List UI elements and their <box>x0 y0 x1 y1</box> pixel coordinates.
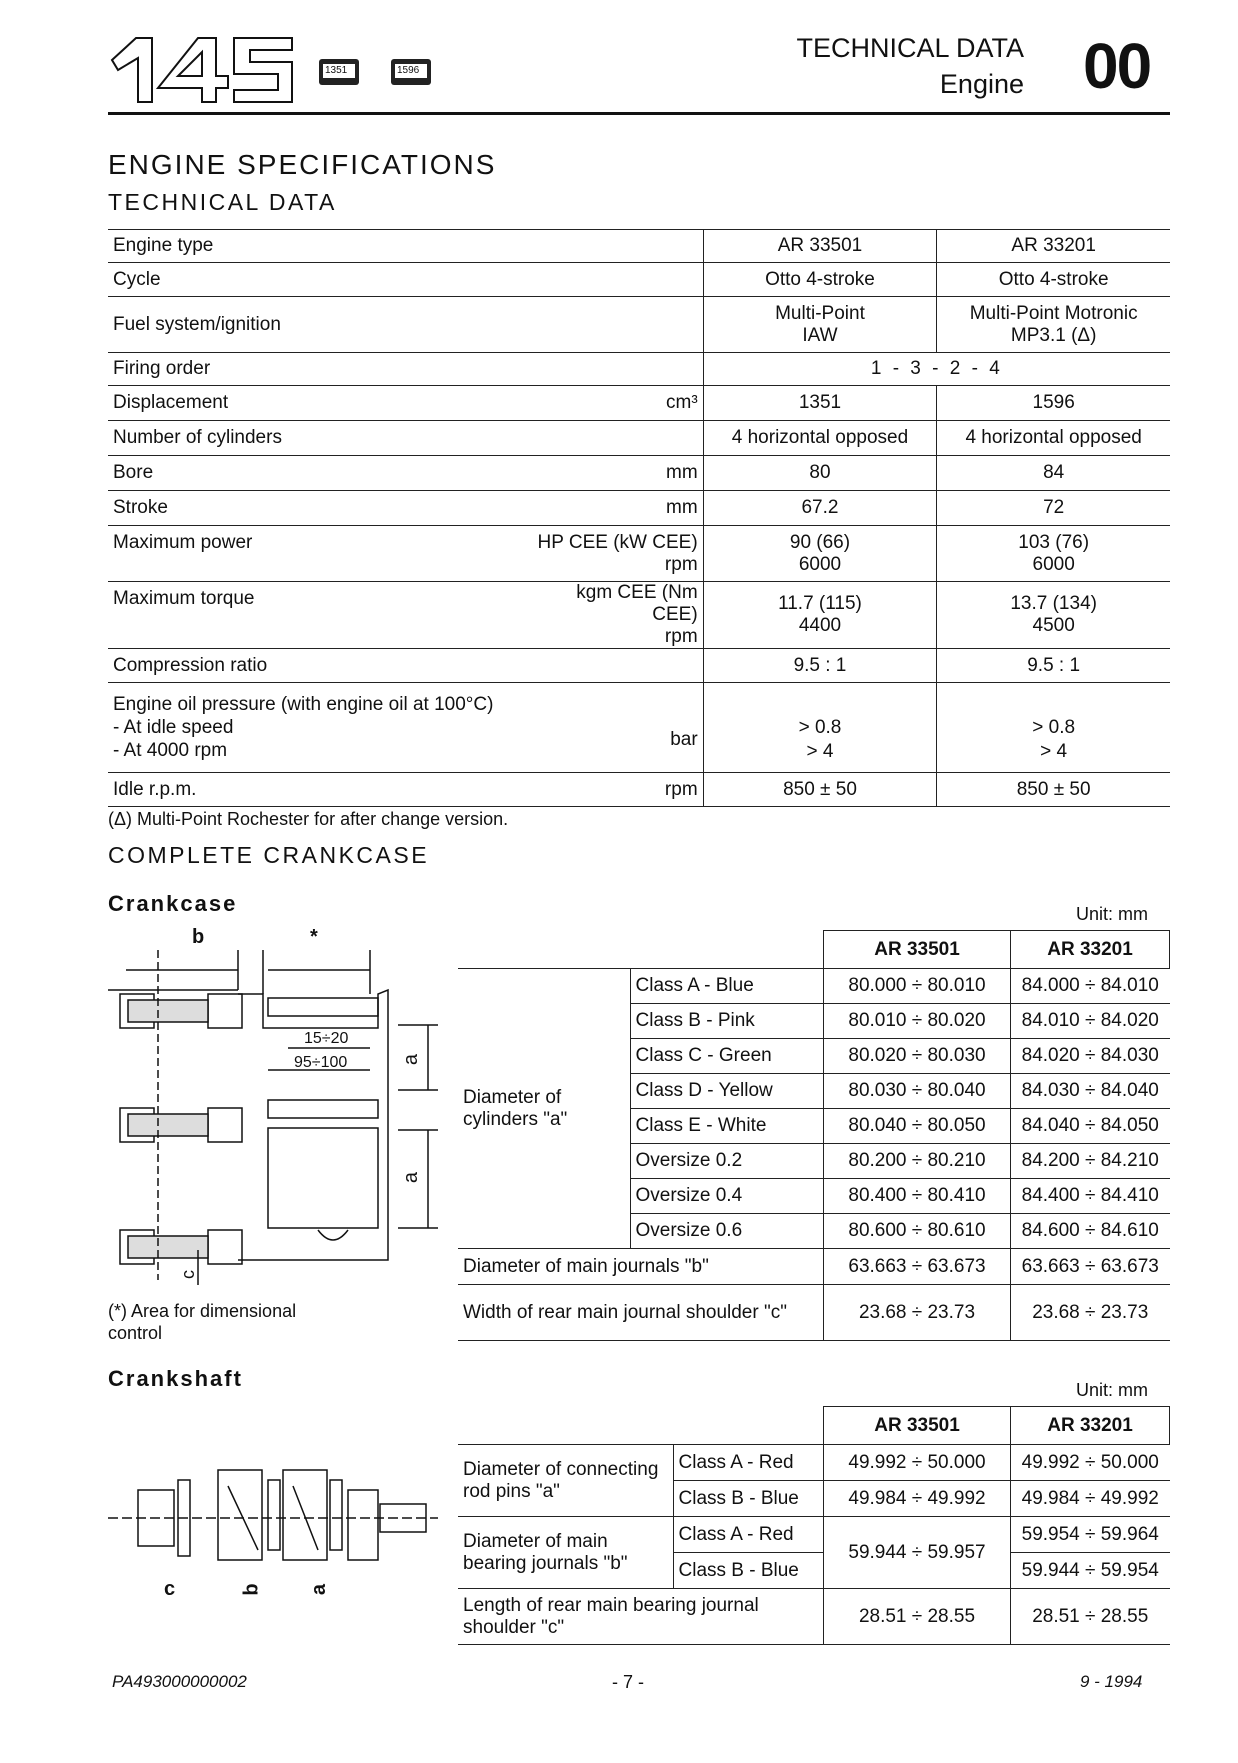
table-row: Oversize 0.6 80.600 ÷ 80.610 84.600 ÷ 84.610 <box>458 1214 1170 1249</box>
dim-label-15-20: 15÷20 <box>304 1030 349 1047</box>
crankshaft-heading: Crankshaft <box>108 1366 243 1391</box>
dim-label-a-lower: a <box>400 1171 423 1184</box>
dim-label-b: b <box>192 926 205 948</box>
header-title: TECHNICAL DATA <box>796 33 1024 63</box>
crankshaft-table: AR 33501 AR 33201 Diameter of connecting rod pins "a" Class A - Red 49.992 ÷ 50.000 49.992 ÷ 50.000 Class B - Blue 49.984 ÷ 49.992 49.984 ÷ 49.992 Diameter of main bearing journals "b" Class A - Red 59.944 ÷ 59.957 59.954 ÷ 59.964 Class B - Blue 59.944 ÷ 59.954 Length of rear main bearing journal shoulder "c" 28.51 ÷ 28.55 28.51 ÷ 28.55 <box>458 1406 1170 1645</box>
page-title: ENGINE SPECIFICATIONS <box>108 149 497 180</box>
table-row: Diameter of cylinders "a" Class A - Blue 80.000 ÷ 80.010 84.000 ÷ 84.010 <box>458 969 1170 1004</box>
table-row: Maximum torque kgm CEE (Nm CEE) rpm 11.7 (115) 4400 13.7 (134) 4500 <box>108 582 1170 649</box>
table-row: Class B - Blue 59.944 ÷ 59.954 <box>458 1553 1170 1589</box>
crankcase-table: AR 33501 AR 33201 Diameter of cylinders "a" Class A - Blue 80.000 ÷ 80.010 84.000 ÷ 84.010 Class B - Pink 80.010 ÷ 80.020 84.010 ÷ 84.020 Class C - Green 80.020 ÷ 80.030 84.020 ÷ 84.030 Class D - Yellow 80.030 ÷ 80.040 84.030 ÷ 84.040 Class E - White 80.040 ÷ 80.050 84.040 ÷ 84.050 Oversize 0.2 80.200 ÷ 80.210 84.200 ÷ 84.210 Oversize 0.4 80.400 ÷ 80.410 84.400 ÷ 84.410 Oversize 0.6 80.600 ÷ 80.610 84.600 ÷ 84.610 Diameter of main journals "b" 63.663 ÷ 63.673 63.663 ÷ 63.673 Width of rear main journal shoulder "c" 23.68 ÷ 23.73 23.68 ÷ 23.73 <box>458 930 1170 1341</box>
crankcase-diagram <box>108 926 448 1290</box>
table-row: Number of cylinders 4 horizontal opposed 4 horizontal opposed <box>108 421 1170 456</box>
table-row: Engine type AR 33501 AR 33201 <box>108 230 1170 263</box>
dim-label-95-100: 95÷100 <box>294 1054 348 1071</box>
crankcase-heading: Crankcase <box>108 891 238 916</box>
table-row: Width of rear main journal shoulder "c" 23.68 ÷ 23.73 23.68 ÷ 23.73 <box>458 1285 1170 1341</box>
table-row: Cycle Otto 4-stroke Otto 4-stroke <box>108 263 1170 297</box>
table-row: Diameter of main journals "b" 63.663 ÷ 63.673 63.663 ÷ 63.673 <box>458 1249 1170 1285</box>
dim-label-c: c <box>178 1270 198 1279</box>
table-row: Diameter of connecting rod pins "a" Class A - Red 49.992 ÷ 50.000 49.992 ÷ 50.000 <box>458 1445 1170 1481</box>
dim-label-b: b <box>240 1583 263 1596</box>
table-row: Length of rear main bearing journal shoulder "c" 28.51 ÷ 28.55 28.51 ÷ 28.55 <box>458 1589 1170 1645</box>
footnote: (Δ) Multi-Point Rochester for after change version. <box>108 809 509 829</box>
page-number: - 7 - <box>612 1672 645 1692</box>
table-row: Class E - White 80.040 ÷ 80.050 84.040 ÷ 84.050 <box>458 1109 1170 1144</box>
diagram-note: (*) Area for dimensional control <box>108 1301 297 1343</box>
crankshaft-diagram <box>108 1440 448 1610</box>
table-row: Stroke mm 67.2 72 <box>108 491 1170 526</box>
table-row: Firing order 1 - 3 - 2 - 4 <box>108 353 1170 386</box>
document-code: PA493000000002 <box>112 1672 247 1691</box>
table-row: Compression ratio 9.5 : 1 9.5 : 1 <box>108 649 1170 683</box>
table-row: Oversize 0.2 80.200 ÷ 80.210 84.200 ÷ 84.210 <box>458 1144 1170 1179</box>
table-row: Maximum power HP CEE (kW CEE) rpm 90 (66) 6000 103 (76) 6000 <box>108 526 1170 582</box>
table-row: Oversize 0.4 80.400 ÷ 80.410 84.400 ÷ 84.410 <box>458 1179 1170 1214</box>
document-date: 9 - 1994 <box>1080 1672 1143 1691</box>
table-row: Fuel system/ignition Multi-Point IAW Multi-Point Motronic MP3.1 (Δ) <box>108 297 1170 353</box>
table-row: Diameter of main bearing journals "b" Class A - Red 59.944 ÷ 59.957 59.954 ÷ 59.964 <box>458 1517 1170 1553</box>
table-row: Class B - Blue 49.984 ÷ 49.992 49.984 ÷ 49.992 <box>458 1481 1170 1517</box>
table-row: Class D - Yellow 80.030 ÷ 80.040 84.030 ÷ 84.040 <box>458 1074 1170 1109</box>
crankshaft-unit: Unit: mm <box>1076 1380 1148 1400</box>
crankcase-unit: Unit: mm <box>1076 904 1148 924</box>
dim-label-a-upper: a <box>400 1053 423 1066</box>
engine-badge-1596: 1596 <box>389 55 433 87</box>
dim-label-star: * <box>310 926 318 948</box>
technical-data-table <box>108 229 1170 807</box>
table-row: Class C - Green 80.020 ÷ 80.030 84.020 ÷ 84.030 <box>458 1039 1170 1074</box>
dim-label-c: c <box>164 1578 176 1600</box>
dim-label-a: a <box>308 1583 331 1596</box>
section-number: 00 <box>1083 30 1151 102</box>
complete-crankcase-heading: COMPLETE CRANKCASE <box>108 842 430 868</box>
table-row: Displacement cm³ 1351 1596 <box>108 386 1170 421</box>
table-row: Engine oil pressure (with engine oil at 100°C) - At idle speed - At 4000 rpm bar > 0.8 > 4 > 0.8 > 4 <box>108 683 1170 773</box>
header-subtitle: Engine <box>939 69 1024 99</box>
table-row: Class B - Pink 80.010 ÷ 80.020 84.010 ÷ 84.020 <box>458 1004 1170 1039</box>
header-rule <box>108 112 1170 115</box>
table-row: Idle r.p.m. rpm 850 ± 50 850 ± 50 <box>108 773 1170 807</box>
technical-data-heading: TECHNICAL DATA <box>108 189 337 215</box>
engine-badge-1351: 1351 <box>317 55 361 87</box>
table-row: Bore mm 80 84 <box>108 456 1170 491</box>
model-logo <box>108 30 298 115</box>
